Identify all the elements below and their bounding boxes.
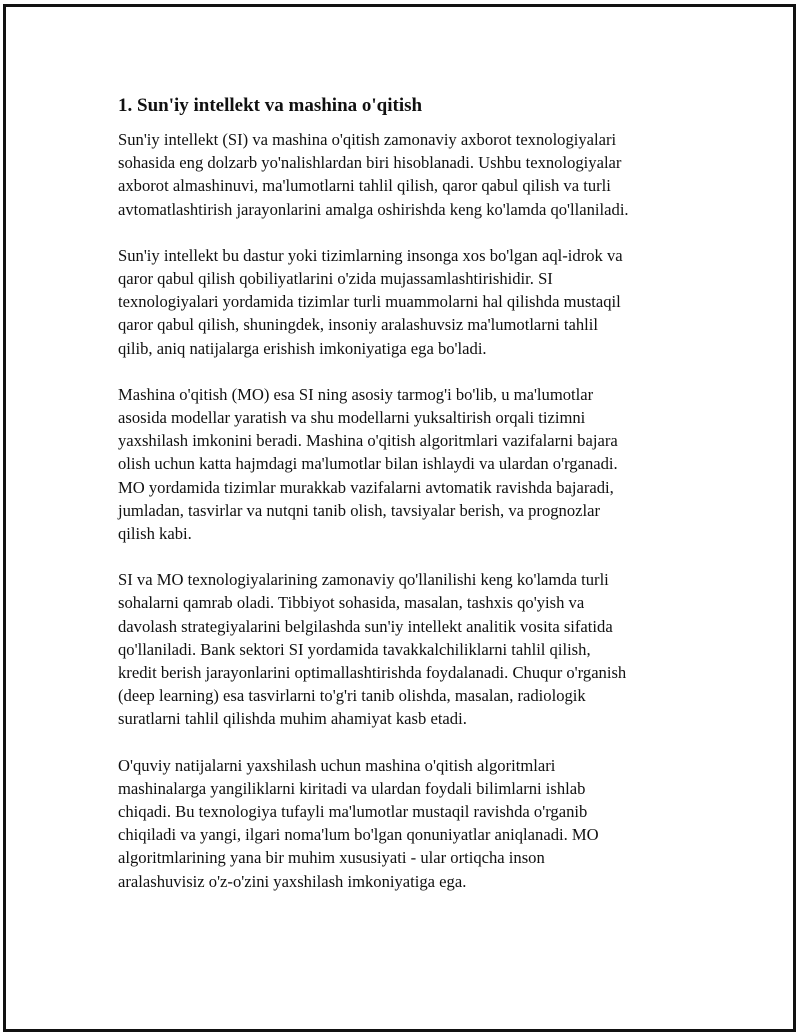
paragraph-line: (deep learning) esa tasvirlarni to'g'ri tanib olishda, masalan, radiologik <box>118 686 586 706</box>
paragraph-line: texnologiyalari yordamida tizimlar turli muammolarni hal qilishda mustaqil <box>118 292 621 312</box>
paragraph-line: jumladan, tasvirlar va nutqni tanib olish, tavsiyalar berish, va prognozlar <box>118 500 601 520</box>
paragraph-line: mashinalarga yangiliklarni kiritadi va ulardan foydali bilimlarni ishlab <box>118 778 586 798</box>
paragraph-line: chiqadi. Bu texnologiya tufayli ma'lumotlar mustaqil ravishda o'rganib <box>118 802 588 822</box>
document-body <box>118 94 690 916</box>
paragraph-line: axborot almashinuvi, ma'lumotlarni tahlil qilish, qaror qabul qilish va turli <box>118 176 611 196</box>
paragraph-line: suratlarni tahlil qilishda muhim ahamiyat kasb etadi. <box>118 709 467 729</box>
paragraph-line: qo'llaniladi. Bank sektori SI yordamida tavakkalchiliklarni tahlil qilish, <box>118 639 591 659</box>
paragraph-line: qilib, aniq natijalarga erishish imkoniyatiga ega bo'ladi. <box>118 338 487 358</box>
paragraph-line: Sun'iy intellekt (SI) va mashina o'qitish zamonaviy axborot texnologiyalari <box>118 130 617 149</box>
paragraph-line: O'quviy natijalarni yaxshilash uchun mashina o'qitish algoritmlari <box>118 755 556 775</box>
paragraph-line: sohalarni qamrab oladi. Tibbiyot sohasida, masalan, tashxis qo'yish va <box>118 593 585 613</box>
paragraph-line: asosida modellar yaratish va shu modellarni yuksaltirish orqali tizimni <box>118 408 586 428</box>
paragraph-line: davolash strategiyalarini belgilashda sun'iy intellekt analitik vosita sifatida <box>118 616 613 636</box>
paragraph-line: qaror qabul qilish, shuningdek, insoniy aralashuvsiz ma'lumotlarni tahlil <box>118 315 598 335</box>
paragraph-line: chiqiladi va yangi, ilgari noma'lum bo'lgan qonuniyatlar aniqlanadi. MO <box>118 825 599 845</box>
paragraph-5 <box>118 754 690 893</box>
paragraph-line: SI va MO texnologiyalarining zamonaviy qo'llanilishi keng ko'lamda turli <box>118 570 609 590</box>
paragraph-line: algoritmlarining yana bir muhim xususiyati - ular ortiqcha inson <box>118 848 545 868</box>
paragraph-line: avtomatlashtirish jarayonlarini amalga oshirishda keng ko'lamda qo'llaniladi. <box>118 199 629 219</box>
paragraph-1 <box>118 128 690 221</box>
paragraph-line: qilish kabi. <box>118 524 192 544</box>
paragraph-line: qaror qabul qilish qobiliyatlarini o'zida mujassamlashtirishidir. SI <box>118 269 553 289</box>
section-heading: 1. Sun'iy intellekt va mashina o'qitish <box>118 95 423 116</box>
paragraph-line: aralashuvisiz o'z-o'zini yaxshilash imkoniyatiga ega. <box>118 871 467 891</box>
paragraph-4 <box>118 568 690 730</box>
paragraph-line: kredit berish jarayonlarini optimallashtirishda foydalanadi. Chuqur o'rganish <box>118 663 627 683</box>
paragraph-line: Mashina o'qitish (MO) esa SI ning asosiy tarmog'i bo'lib, u ma'lumotlar <box>118 384 594 404</box>
paragraph-line: MO yordamida tizimlar murakkab vazifalarni avtomatik ravishda bajaradi, <box>118 477 614 497</box>
paragraph-line: sohasida eng dolzarb yo'nalishlardan biri hisoblanadi. Ushbu texnologiyalar <box>118 153 622 173</box>
paragraph-2 <box>118 244 690 360</box>
paragraph-line: yaxshilash imkonini beradi. Mashina o'qitish algoritmlari vazifalarni bajara <box>118 431 618 451</box>
paragraph-line: olish uchun katta hajmdagi ma'lumotlar bilan ishlaydi va ulardan o'rganadi. <box>118 454 618 474</box>
paragraph-3 <box>118 383 690 545</box>
paragraph-line: Sun'iy intellekt bu dastur yoki tizimlarning insonga xos bo'lgan aql-idrok va <box>118 245 623 265</box>
